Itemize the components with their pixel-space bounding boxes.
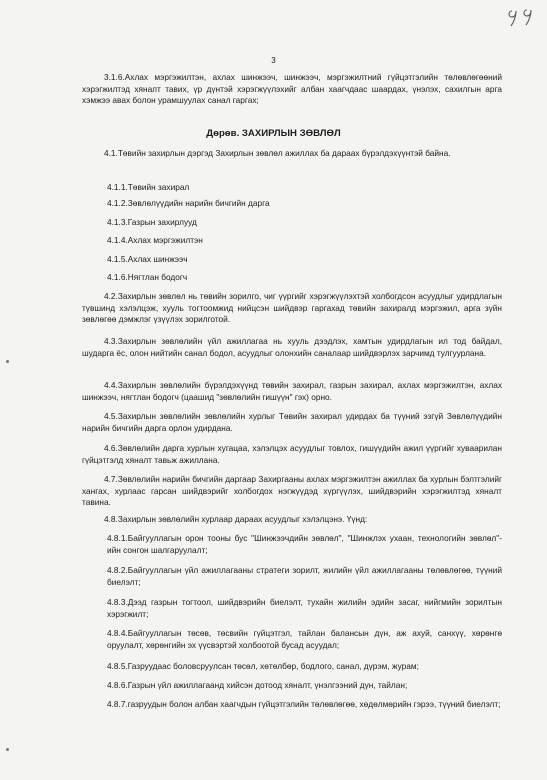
- list-item-4-1-5: 4.1.5.Ахлах шинжээч: [107, 254, 188, 264]
- list-item-4-8-5: 4.8.5.Газруудаас боловсруулсан төсөл, хөтөлбөр, бодлого, санал, дүрэм, журам;: [107, 661, 419, 671]
- scan-speck: [6, 748, 9, 751]
- paragraph-4-2: 4.2.Захирлын зөвлөл нь төвийн зорилго, чиг үүргийг хэрэгжүүлэхтэй холбогдсон асуудлыг удирдлагын түвшинд хэлэлцэж, хууль тогтоомжид нийцсэн шийдвэр гаргахад төвийн захиралд мэргэжил, арга зүйн зөвлөгөө дэмжлэг үзүүлэх зорилготой.: [82, 291, 502, 325]
- list-item-4-8-3: 4.8.3.Дээд газрын тогтоол, шийдвэрийн биелэлт, тухайн жилийн эдийн засаг, нийгмийн зорилтын хэрэгжилт;: [107, 597, 502, 619]
- list-item-4-8-2: 4.8.2.Байгууллагын үйл ажиллагааны стратеги зорилт, жилийн үйл ажиллагааны төлөвлөгөө, түүний биелэлт;: [107, 565, 502, 587]
- paragraph-4-1: 4.1.Төвийн захирлын дэргэд Захирлын зөвлөл ажиллах ба дараах бүрэлдэхүүнтэй байна.: [104, 148, 451, 158]
- scan-speck: [6, 360, 9, 363]
- list-item-4-1-2: 4.1.2.Зөвлөлүүдийн нарийн бичгийн дарга: [107, 198, 270, 208]
- section-heading: Дөрөв. ЗАХИРЛЫН ЗӨВЛӨЛ: [206, 128, 341, 139]
- page-number: 3: [271, 56, 276, 65]
- paragraph-4-4: 4.4.Захирлын зөвлөлийн бүрэлдэхүүнд төвийн захирал, газрын захирал, ахлах мэргэжилтэн, ахлах шинжээч, нягтлан бодогч (цаашид "зөвлөлийн гишүүн" гэх) орно.: [82, 380, 502, 402]
- list-item-4-8-6: 4.8.6.Газрын үйл ажиллагаанд хийсэн дотоод хяналт, үнэлгээний дүн, тайлан;: [107, 680, 408, 690]
- list-item-4-1-1: 4.1.1.Төвийн захирал: [107, 182, 190, 192]
- list-item-4-1-3: 4.1.3.Газрын захирлууд: [107, 217, 197, 227]
- paragraph-4-3: 4.3.Захирлын зөвлөлийн үйл ажиллагаа нь хууль дээдлэх, хамтын удирдлагын ил тод байдал, шударга ёс, олон нийтийн санал бодол, асуудлыг олонхийн саналаар шийдвэрлэх зарчимд тулгуурлана.: [82, 336, 502, 358]
- paragraph-4-8: 4.8.Захирлын зөвлөлийн хурлаар дараах асуудлыг хэлэлцэнэ. Үүнд:: [104, 514, 368, 524]
- list-item-4-8-7: 4.8.7.газруудын болон албан хаагчдын гүйцэтгэлийн төлөвлөгөө, хөдөлмөрийн гэрээ, түүний биелэлт;: [107, 699, 501, 709]
- paragraph-4-6: 4.6.Зөвлөлийн дарга хурлын хугацаа, хэлэлцэх асуудлыг товлох, гишүүдийн ажил үүргийг хуваарилан гүйцэтгэлд хяналт тавьж ажиллана.: [82, 443, 502, 465]
- list-item-4-8-1: 4.8.1.Байгууллагын орон тооны бус "Шинжээчдийн зөвлөл", "Шинжлэх ухаан, технологийн зөвлөл"-ийн сонгон шалгаруулалт;: [107, 533, 502, 555]
- list-item-4-1-6: 4.1.6.Нягтлан бодогч: [107, 272, 188, 282]
- handwritten-page-number: [506, 6, 540, 28]
- paragraph-4-5: 4.5.Захирлын зөвлөлийн зөвлөлийн хурлыг Төвийн захирал удирдах ба түүний эзгүй Зөвлөлүүдийн нарийн бичгийн дарга орлон удирдана.: [82, 411, 502, 433]
- paragraph-3-1-6: 3.1.6.Ахлах мэргэжилтэн, ахлах шинжээч, шинжээч, мэргэжилтний гүйцэтгэлийн төлөвлөгөөний хэрэгжилтэд хяналт тавих, үр дүнтэй хэрэгжүүлэхийг албан хаагчдаас шаардах, үнэлэх, сахилгын арга хэмжээ авах болон урамшуулах санал гаргах;: [82, 72, 502, 106]
- list-item-4-1-4: 4.1.4.Ахлах мэргэжилтэн: [107, 235, 203, 245]
- list-item-4-8-4: 4.8.4.Байгууллагын төсөв, төсвийн гүйцэтгэл, тайлан балансын дүн, аж ахуй, санхүү, хөрөнгө оруулалт, хөрөнгийн эх үүсвэртэй холбоотой бусад асуудал;: [107, 628, 502, 650]
- paragraph-4-7: 4.7.Зөвлөлийн нарийн бичгийн даргаар Захиргааны ахлах мэргэжилтэн ажиллах ба хурлын бэлтгэлийг хангах, хурлаас гарсан шийдвэрийг холбогдох нэгжүүдэд хүргүүлэх, шийдвэрийн хэрэгжилтэд хяналт тавина.: [82, 474, 502, 508]
